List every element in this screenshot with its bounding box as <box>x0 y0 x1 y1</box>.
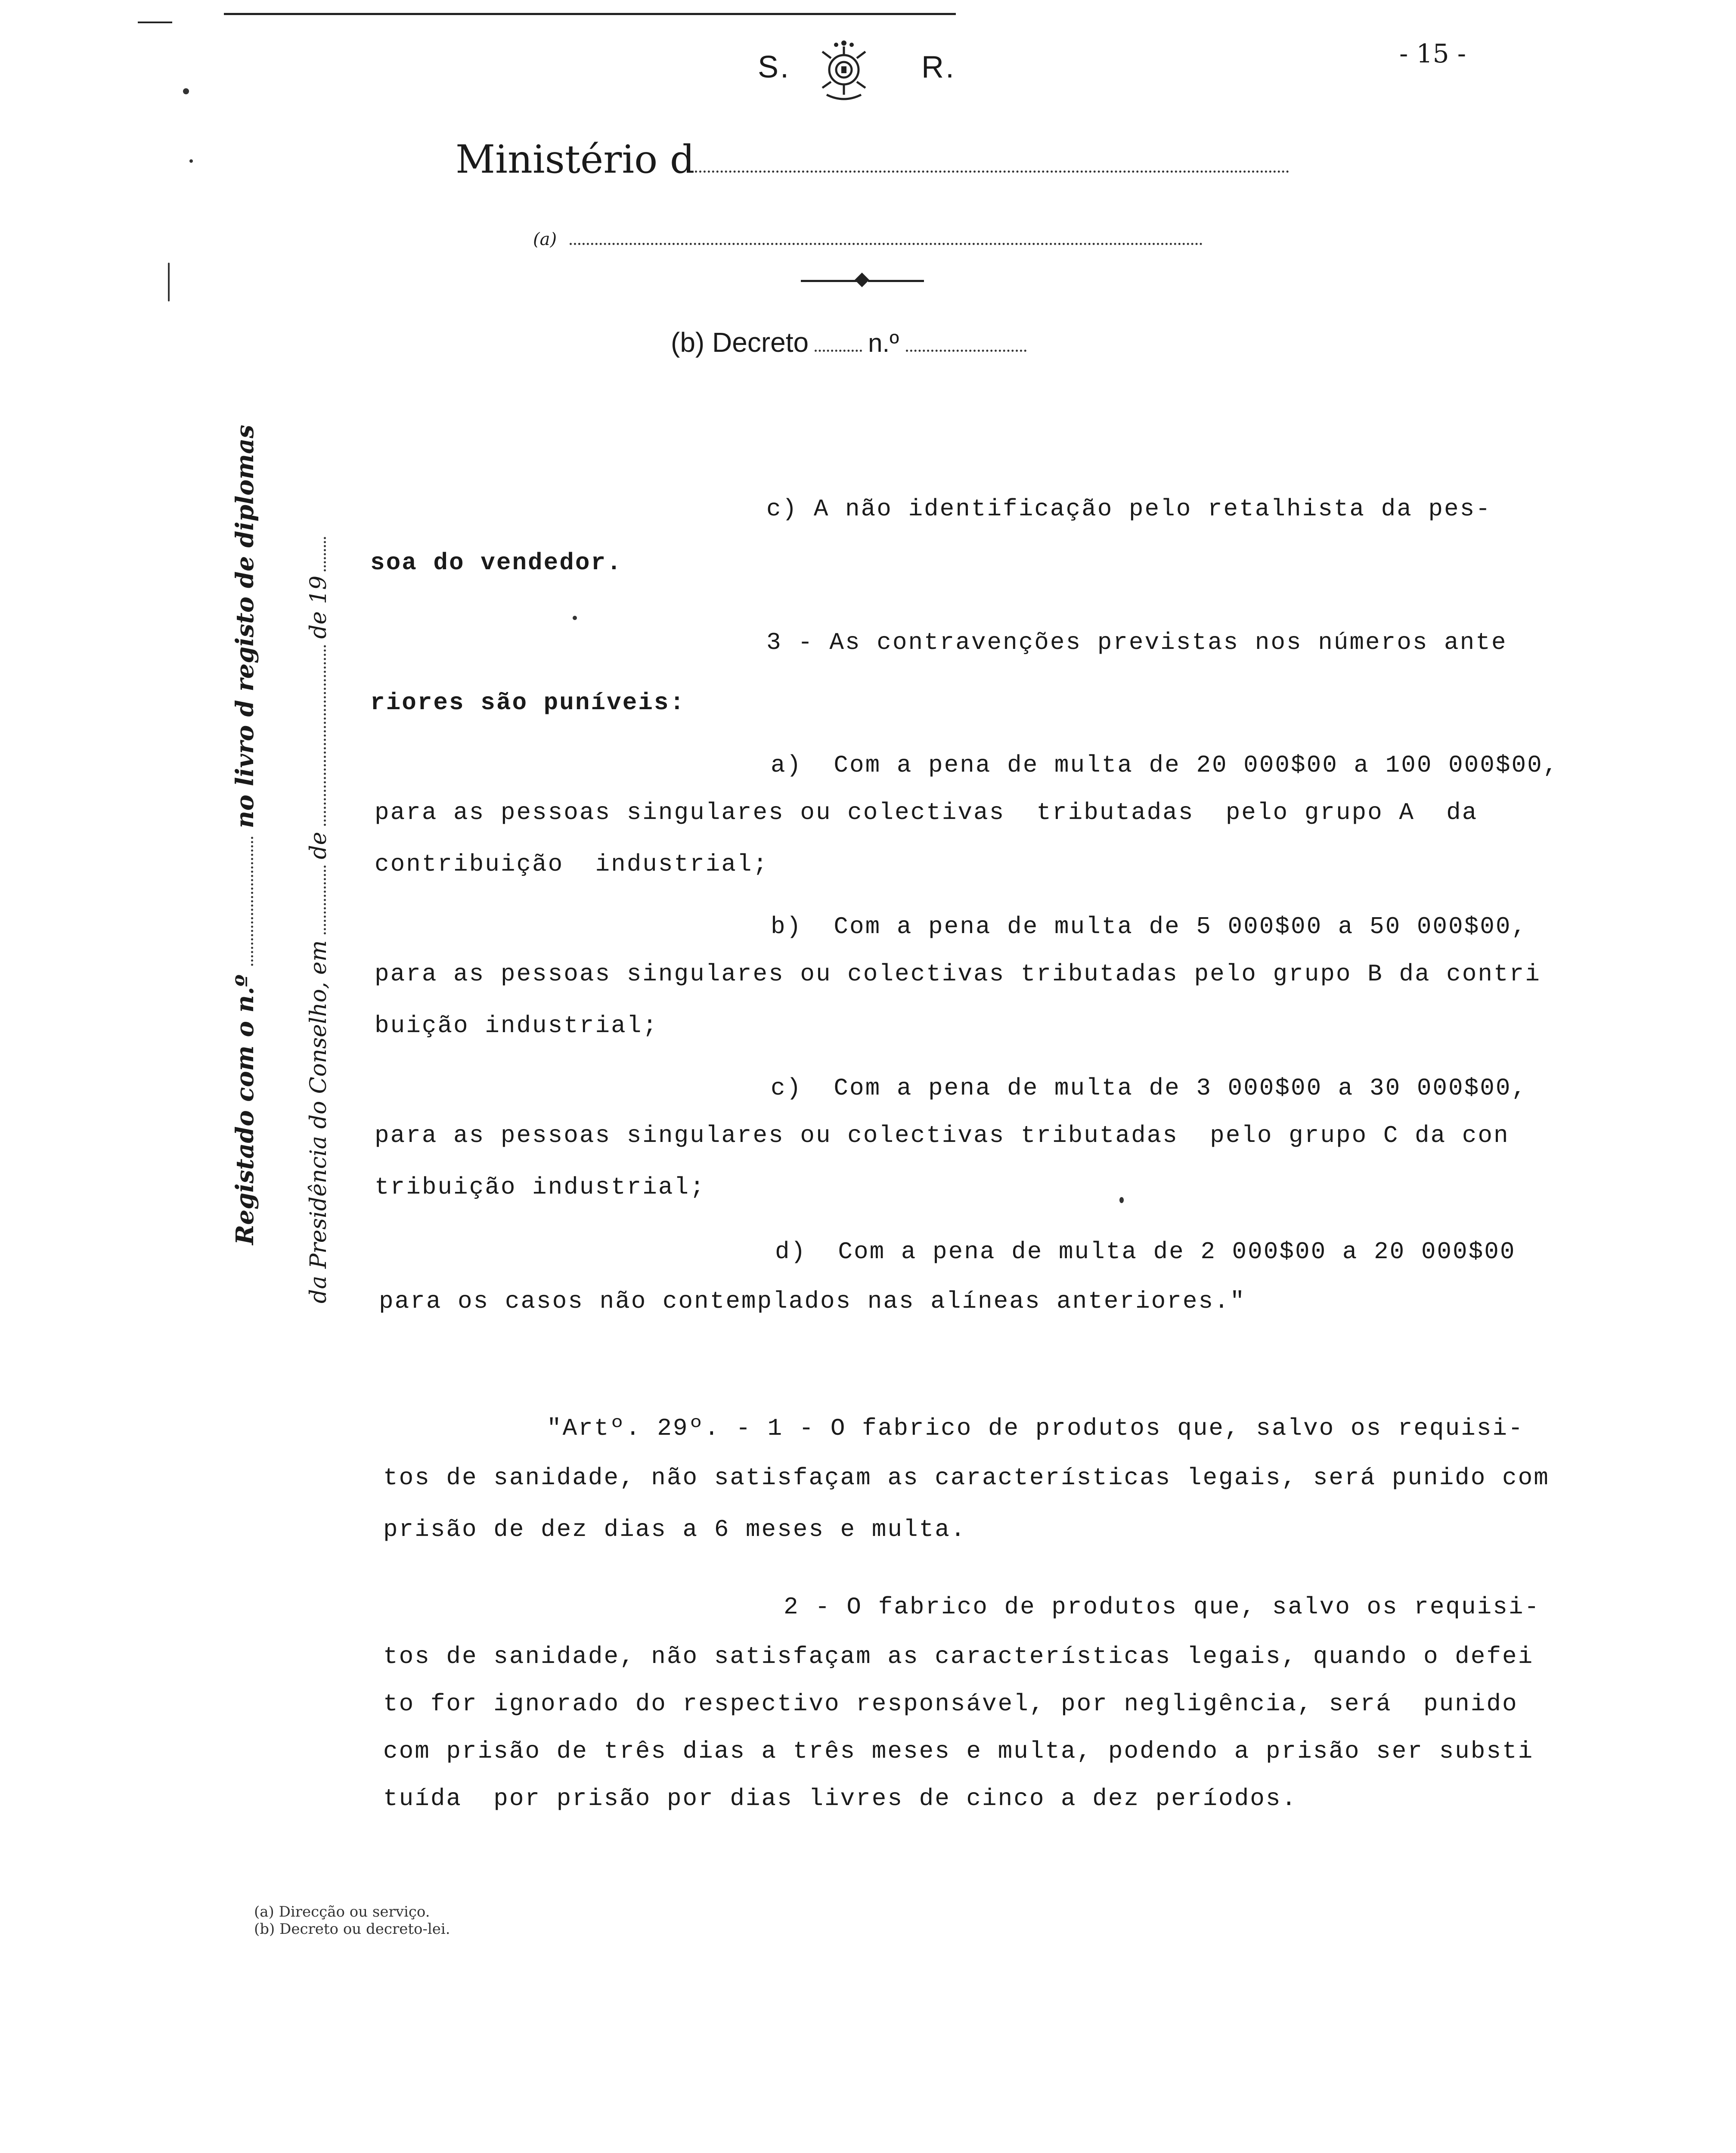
body-line-13: tribuição industrial; <box>375 1173 706 1201</box>
body-line-10: buição industrial; <box>375 1012 658 1039</box>
field-a-fill-line <box>570 243 1203 245</box>
body-line-6: para as pessoas singulares ou colectivas tributadas pelo grupo A da <box>375 799 1478 826</box>
seal-left-letter: S. <box>758 50 791 84</box>
margin-registration-line-2 <box>280 537 332 1318</box>
margin-line1-part1: Registado com o n.º <box>231 974 259 1245</box>
margin-line2-part1: da Presidência do Conselho, em <box>306 940 332 1303</box>
scan-speck <box>1119 1197 1124 1203</box>
margin-line1-fill-1 <box>251 837 253 966</box>
ornament-divider-right <box>868 280 924 282</box>
body-line-21: to for ignorado do respectivo responsável, por negligência, será punido <box>383 1690 1518 1718</box>
ministry-line <box>452 129 1289 182</box>
ornament-diamond-icon <box>855 273 869 287</box>
body-line-8: b) Com a pena de multa de 5 000$00 a 50 000$00, <box>771 913 1528 940</box>
field-a-label: (a) <box>533 230 557 249</box>
body-line-4: riores são puníveis: <box>370 689 686 717</box>
body-line-19: 2 - O fabrico de produtos que, salvo os requisi- <box>784 1593 1541 1621</box>
body-line-23: tuída por prisão por dias livres de cinco a dez períodos. <box>383 1785 1298 1812</box>
body-line-17: tos de sanidade, não satisfaçam as características legais, será punido com <box>383 1464 1550 1492</box>
body-line-9: para as pessoas singulares ou colectivas tributadas pelo grupo B da contri <box>375 960 1541 988</box>
decree-number-fill-line <box>906 350 1026 352</box>
margin-line2-fill-3 <box>324 537 326 571</box>
top-rule <box>224 13 956 15</box>
ornament-divider-left <box>801 280 857 282</box>
ministry-fill-line <box>695 171 1289 173</box>
body-line-11: c) Com a pena de multa de 3 000$00 a 30 000$00, <box>771 1074 1528 1102</box>
body-line-12: para as pessoas singulares ou colectivas tributadas pelo grupo C da con <box>375 1122 1510 1149</box>
body-line-15: para os casos não contemplados nas alíneas anteriores." <box>379 1287 1246 1315</box>
margin-line2-fill-1 <box>324 866 326 934</box>
margin-line2-part2: de <box>306 831 332 859</box>
footnote-a: (a) Direcção ou serviço. <box>254 1903 430 1920</box>
body-line-22: com prisão de três dias a três meses e multa, podendo a prisão ser substi <box>383 1737 1534 1765</box>
footnote-b: (b) Decreto ou decreto-lei. <box>254 1920 450 1938</box>
scan-speck <box>183 88 189 94</box>
scan-speck <box>573 616 577 620</box>
top-rule-short <box>138 22 172 23</box>
decree-fill-line <box>815 350 862 352</box>
margin-line2-fill-2 <box>324 645 326 826</box>
margin-line2-part3: de 19 <box>306 575 332 639</box>
scan-speck <box>168 263 170 301</box>
decree-number-label: n.º <box>868 329 899 357</box>
decree-line <box>667 319 1026 358</box>
body-line-20: tos de sanidade, não satisfaçam as características legais, quando o defei <box>383 1643 1534 1670</box>
decree-label: (b) Decreto <box>671 327 809 358</box>
body-line-2: soa do vendedor. <box>370 549 623 577</box>
body-line-5: a) Com a pena de multa de 20 000$00 a 100 000$00, <box>771 751 1559 779</box>
seal-right-letter: R. <box>921 50 956 84</box>
body-line-1: c) A não identificação pelo retalhista da pes- <box>766 495 1491 523</box>
margin-line1-part3: registo de diplomas <box>231 425 259 692</box>
field-a-line <box>530 222 1203 249</box>
body-line-16: "Artº. 29º. - 1 - O fabrico de produtos que, salvo os requisi- <box>547 1415 1524 1442</box>
ministry-label: Ministério d <box>456 137 695 182</box>
margin-line1-part2: no livro d <box>231 700 259 828</box>
body-line-14: d) Com a pena de multa de 2 000$00 a 20 000$00 <box>775 1238 1516 1266</box>
page-number: - 15 - <box>1399 39 1466 69</box>
scan-speck <box>189 159 193 163</box>
body-line-18: prisão de dez dias a 6 meses e multa. <box>383 1516 967 1543</box>
margin-registration-line-1 <box>202 425 259 1262</box>
coat-of-arms-icon <box>809 39 878 103</box>
body-line-3: 3 - As contravenções previstas nos números ante <box>766 629 1507 656</box>
body-line-7: contribuição industrial; <box>375 850 769 878</box>
